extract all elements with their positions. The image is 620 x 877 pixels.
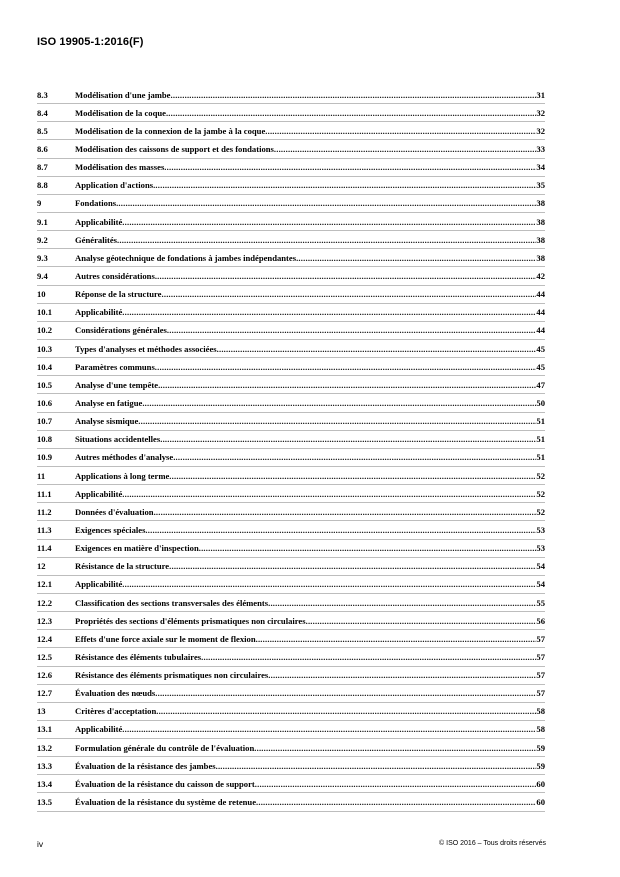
toc-entry-title: Applicabilité: [75, 579, 123, 590]
toc-entry[interactable]: [37, 413, 545, 431]
toc-entry-number: 10: [37, 289, 46, 300]
toc-dot-leader: [162, 289, 537, 299]
toc-entry-page: 52: [536, 506, 545, 517]
toc-entry-page: 57: [536, 633, 545, 644]
toc-entry-number: 12.4: [37, 633, 53, 644]
toc-entry-number: 13.5: [37, 797, 53, 808]
toc-entry-title: Applicabilité: [75, 216, 123, 227]
toc-dot-leader: [306, 616, 537, 626]
toc-entry-number: 9.3: [37, 252, 48, 263]
toc-entry-page: 55: [536, 597, 545, 608]
toc-entry[interactable]: [37, 667, 545, 685]
toc-entry-title: Résistance des éléments tubulaires: [75, 651, 202, 662]
toc-entry-title: Analyse d'une tempête: [75, 379, 159, 390]
toc-entry[interactable]: [37, 104, 545, 122]
toc-entry-title: Analyse sismique: [75, 416, 139, 427]
toc-entry[interactable]: [37, 340, 545, 358]
toc-entry-number: 8.7: [37, 162, 48, 173]
toc-dot-leader: [122, 217, 536, 227]
toc-entry[interactable]: [37, 267, 545, 285]
toc-entry-title: Modélisation des caissons de support et des fondations: [75, 143, 274, 154]
toc-entry-number: 8.4: [37, 107, 48, 118]
toc-entry-page: 57: [536, 688, 545, 699]
toc-entry-number: 11.1: [37, 488, 52, 499]
toc-entry-page: 56: [536, 615, 545, 626]
toc-entry-page: 35: [536, 180, 545, 191]
toc-entry-number: 12.3: [37, 615, 53, 626]
toc-entry[interactable]: [37, 521, 545, 539]
toc-entry-title: Analyse géotechnique de fondations à jambes indépendantes: [75, 252, 297, 263]
toc-entry[interactable]: [37, 213, 545, 231]
toc-entry[interactable]: [37, 140, 545, 158]
toc-entry[interactable]: [37, 122, 545, 140]
toc-entry[interactable]: [37, 86, 545, 104]
toc-entry[interactable]: [37, 503, 545, 521]
toc-entry-title: Paramètres communs: [75, 361, 155, 372]
toc-dot-leader: [156, 706, 536, 716]
toc-entry-page: 45: [536, 361, 545, 372]
toc-entry-page: 44: [536, 307, 545, 318]
toc-entry[interactable]: [37, 177, 545, 195]
toc-entry[interactable]: [37, 739, 545, 757]
toc-entry-number: 8.6: [37, 143, 48, 154]
toc-entry-number: 9.1: [37, 216, 48, 227]
toc-entry-page: 60: [536, 778, 545, 789]
toc-entry[interactable]: [37, 286, 545, 304]
toc-dot-leader: [122, 307, 536, 317]
toc-entry-number: 10.1: [37, 307, 53, 318]
toc-entry-number: 13.3: [37, 760, 53, 771]
toc-entry-number: 10.9: [37, 452, 53, 463]
toc-entry-number: 12.2: [37, 597, 53, 608]
toc-entry[interactable]: [37, 685, 545, 703]
toc-entry-title: Considérations générales: [75, 325, 167, 336]
toc-dot-leader: [155, 362, 537, 372]
toc-entry-title: Évaluation de la résistance du caisson de support: [75, 778, 255, 789]
toc-entry-page: 52: [536, 470, 545, 481]
toc-entry-page: 59: [536, 760, 545, 771]
toc-entry-title: Réponse de la structure: [75, 289, 162, 300]
toc-entry-number: 12.6: [37, 670, 53, 681]
toc-entry[interactable]: [37, 159, 545, 177]
toc-entry-title: Application d'actions: [75, 180, 154, 191]
toc-entry-number: 13.1: [37, 724, 53, 735]
toc-entry[interactable]: [37, 485, 545, 503]
toc-dot-leader: [167, 325, 537, 335]
toc-dot-leader: [265, 126, 536, 136]
toc-entry-title: Effets d'une force axiale sur le moment de flexion: [75, 633, 256, 644]
toc-entry-page: 38: [536, 252, 545, 263]
toc-entry-number: 10.5: [37, 379, 53, 390]
toc-entry-number: 12.1: [37, 579, 53, 590]
toc-entry-title: Modélisation de la coque: [75, 107, 166, 118]
toc-entry[interactable]: [37, 394, 545, 412]
toc-entry-number: 8.5: [37, 125, 48, 136]
toc-dot-leader: [155, 271, 537, 281]
toc-entry-title: Analyse en fatigue: [75, 397, 143, 408]
toc-entry-number: 9: [37, 198, 42, 209]
toc-entry-number: 11: [37, 470, 46, 481]
toc-entry-page: 32: [536, 125, 545, 136]
toc-entry-number: 13.2: [37, 742, 53, 753]
toc-dot-leader: [171, 90, 537, 100]
toc-entry-page: 58: [536, 706, 545, 717]
toc-entry[interactable]: [37, 431, 545, 449]
toc-entry-page: 38: [536, 216, 545, 227]
toc-entry-page: 33: [536, 143, 545, 154]
toc-dot-leader: [155, 688, 536, 698]
toc-entry[interactable]: [37, 249, 545, 267]
toc-entry-page: 51: [536, 434, 545, 445]
toc-dot-leader: [122, 489, 536, 499]
toc-entry[interactable]: [37, 793, 545, 811]
toc-entry-page: 51: [536, 452, 545, 463]
toc-entry[interactable]: [37, 376, 545, 394]
toc-entry-title: Résistance des éléments prismatiques non circulaires: [75, 670, 269, 681]
toc-dot-leader: [166, 108, 536, 118]
toc-entry-title: Applicabilité: [75, 307, 123, 318]
toc-entry-title: Exigences spéciales: [75, 524, 146, 535]
toc-entry-title: Autres méthodes d'analyse: [75, 452, 174, 463]
toc-entry-title: Modélisation d'une jambe: [75, 89, 171, 100]
toc-entry[interactable]: [37, 558, 545, 576]
toc-entry-page: 52: [536, 488, 545, 499]
toc-entry-page: 32: [536, 107, 545, 118]
toc-entry-number: 10.8: [37, 434, 53, 445]
toc-entry-title: Applications à long terme: [75, 470, 170, 481]
toc-entry[interactable]: [37, 630, 545, 648]
toc-dot-leader: [255, 779, 537, 789]
toc-entry-title: Applicabilité: [75, 724, 123, 735]
table-of-contents: [37, 86, 545, 812]
toc-entry[interactable]: [37, 540, 545, 558]
toc-entry[interactable]: [37, 467, 545, 485]
toc-entry[interactable]: [37, 195, 545, 213]
toc-dot-leader: [122, 579, 536, 589]
toc-entry-page: 44: [536, 325, 545, 336]
toc-entry-title: Modélisation de la connexion de la jambe à la coque: [75, 125, 266, 136]
toc-dot-leader: [256, 634, 537, 644]
toc-entry-page: 34: [536, 162, 545, 173]
toc-dot-leader: [254, 743, 536, 753]
toc-dot-leader: [256, 797, 536, 807]
toc-entry-title: Critères d'acceptation: [75, 706, 157, 717]
toc-entry-number: 13.4: [37, 778, 53, 789]
toc-entry-number: 12.5: [37, 651, 53, 662]
toc-dot-leader: [158, 380, 536, 390]
toc-entry-number: 8.8: [37, 180, 48, 191]
toc-entry-page: 47: [536, 379, 545, 390]
toc-entry[interactable]: [37, 775, 545, 793]
toc-entry-number: 10.3: [37, 343, 53, 354]
toc-entry-title: Évaluation des nœuds: [75, 688, 156, 699]
copyright-notice: © ISO 2016 – Tous droits réservés: [439, 840, 546, 847]
toc-entry[interactable]: [37, 594, 545, 612]
toc-entry[interactable]: [37, 612, 545, 630]
toc-entry-page: 45: [536, 343, 545, 354]
toc-entry-page: 50: [536, 397, 545, 408]
toc-dot-leader: [138, 416, 536, 426]
toc-entry[interactable]: [37, 703, 545, 721]
toc-entry-page: 53: [536, 524, 545, 535]
toc-dot-leader: [153, 180, 536, 190]
toc-entry-page: 38: [536, 198, 545, 209]
toc-entry-title: Évaluation de la résistance du système de retenue: [75, 797, 257, 808]
toc-dot-leader: [268, 598, 536, 608]
toc-entry-number: 11.2: [37, 506, 52, 517]
toc-dot-leader: [268, 670, 536, 680]
toc-entry[interactable]: [37, 648, 545, 666]
toc-entry-number: 13: [37, 706, 46, 717]
toc-dot-leader: [173, 452, 536, 462]
toc-dot-leader: [169, 561, 536, 571]
toc-entry-number: 10.4: [37, 361, 53, 372]
toc-entry[interactable]: [37, 721, 545, 739]
toc-entry-title: Données d'évaluation: [75, 506, 154, 517]
toc-dot-leader: [116, 198, 536, 208]
toc-dot-leader: [296, 253, 536, 263]
toc-entry-page: 31: [536, 89, 545, 100]
toc-entry-title: Classification des sections transversales des éléments: [75, 597, 269, 608]
toc-entry-number: 8.3: [37, 89, 48, 100]
toc-entry[interactable]: [37, 576, 545, 594]
document-id-header: ISO 19905-1:2016(F): [37, 36, 144, 48]
toc-dot-leader: [216, 761, 537, 771]
toc-entry-title: Types d'analyses et méthodes associées: [75, 343, 217, 354]
toc-entry-page: 42: [536, 270, 545, 281]
page-number: iv: [37, 839, 44, 849]
toc-dot-leader: [199, 543, 537, 553]
toc-entry-number: 10.7: [37, 416, 53, 427]
toc-entry-page: 53: [536, 543, 545, 554]
toc-entry[interactable]: [37, 358, 545, 376]
toc-entry-title: Propriétés des sections d'éléments prismatiques non circulaires: [75, 615, 306, 626]
toc-entry-title: Formulation générale du contrôle de l'évaluation: [75, 742, 255, 753]
toc-entry-number: 11.4: [37, 543, 52, 554]
toc-entry[interactable]: [37, 322, 545, 340]
toc-entry-page: 57: [536, 670, 545, 681]
toc-dot-leader: [122, 724, 536, 734]
toc-dot-leader: [142, 398, 536, 408]
toc-entry-page: 54: [536, 561, 545, 572]
toc-entry-page: 44: [536, 289, 545, 300]
toc-dot-leader: [169, 471, 536, 481]
toc-entry-number: 9.2: [37, 234, 48, 245]
toc-entry-page: 60: [536, 797, 545, 808]
toc-entry-title: Exigences en matière d'inspection: [75, 543, 199, 554]
toc-entry-number: 11.3: [37, 524, 52, 535]
toc-entry-number: 12.7: [37, 688, 53, 699]
toc-dot-leader: [201, 652, 536, 662]
toc-entry-page: 38: [536, 234, 545, 245]
toc-entry-title: Autres considérations: [75, 270, 155, 281]
toc-entry-page: 58: [536, 724, 545, 735]
toc-dot-leader: [145, 525, 536, 535]
toc-dot-leader: [164, 162, 536, 172]
toc-entry[interactable]: [37, 449, 545, 467]
toc-dot-leader: [160, 434, 536, 444]
toc-entry-title: Applicabilité: [75, 488, 123, 499]
toc-dot-leader: [154, 507, 537, 517]
toc-entry-number: 10.6: [37, 397, 53, 408]
toc-entry[interactable]: [37, 304, 545, 322]
toc-entry[interactable]: [37, 757, 545, 775]
toc-entry-page: 57: [536, 651, 545, 662]
toc-entry-page: 59: [536, 742, 545, 753]
toc-dot-leader: [217, 344, 537, 354]
toc-entry-page: 54: [536, 579, 545, 590]
toc-dot-leader: [274, 144, 537, 154]
toc-entry-page: 51: [536, 416, 545, 427]
toc-entry-number: 9.4: [37, 270, 48, 281]
toc-entry-title: Résistance de la structure: [75, 561, 170, 572]
toc-entry-number: 12: [37, 561, 46, 572]
toc-entry-title: Évaluation de la résistance des jambes: [75, 760, 216, 771]
toc-entry-title: Modélisation des masses: [75, 162, 165, 173]
toc-entry-title: Généralités: [75, 234, 117, 245]
toc-entry[interactable]: [37, 231, 545, 249]
toc-entry-title: Fondations: [75, 198, 117, 209]
toc-dot-leader: [117, 235, 536, 245]
toc-entry-number: 10.2: [37, 325, 53, 336]
toc-entry-title: Situations accidentelles: [75, 434, 161, 445]
